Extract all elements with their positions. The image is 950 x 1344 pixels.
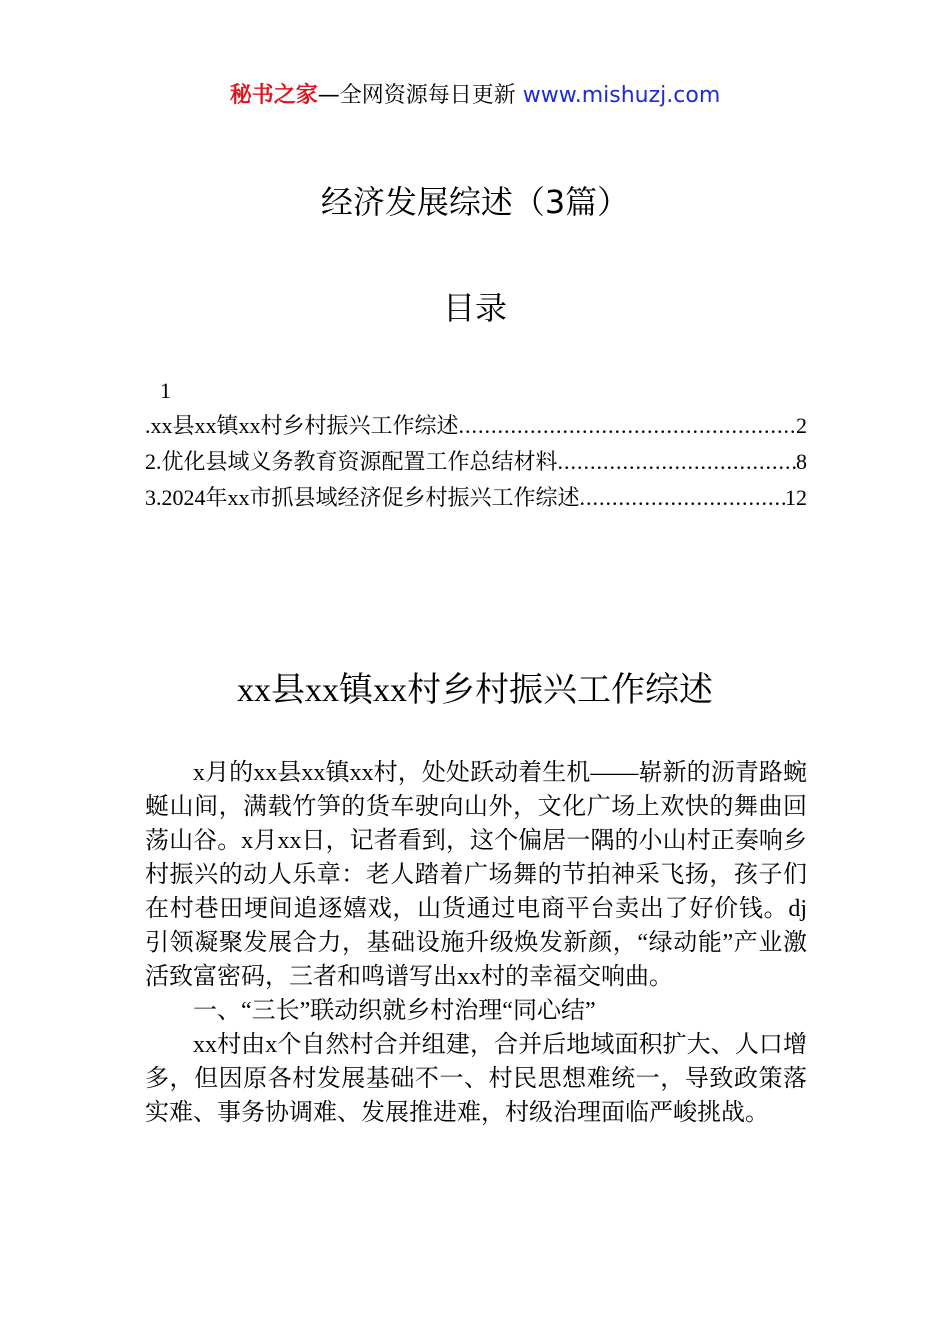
toc-entry-3[interactable] (145, 480, 807, 516)
toc-dot-leader (459, 408, 796, 444)
toc-entry-1[interactable] (145, 408, 807, 444)
site-header (0, 80, 950, 112)
toc-dot-leader (558, 444, 796, 480)
toc-entry-page: 12 (785, 485, 807, 510)
site-brand: 秘书之家 (229, 83, 318, 108)
section-title: xx县xx镇xx村乡村振兴工作综述 (237, 672, 713, 709)
toc-entry-title: 3.2024年xx市抓县域经济促乡村振兴工作综述 (145, 485, 580, 510)
table-of-contents (145, 408, 807, 516)
site-url-link[interactable]: www.mishuzj.com (522, 83, 721, 108)
body-paragraph: x月的xx县xx镇xx村，处处跃动着生机——崭新的沥青路蜿蜒山间，满载竹笋的货车驶向山外，文化广场上欢快的舞曲回荡山谷。x月xx日，记者看到，这个偏居一隅的小山村正奏响乡村振兴的动人乐章：老人踏着广场舞的节拍神采飞扬，孩子们在村巷田埂间追逐嬉戏，山货通过电商平台卖出了好价钱。dj引领凝聚发展合力，基础设施升级焕发新颜，“绿动能”产业激活致富密码，三者和鸣谱写出xx村的幸福交响曲。 (145, 760, 807, 990)
toc-entry-title: .xx县xx镇xx村乡村振兴工作综述 (145, 413, 459, 438)
body-paragraph: xx村由x个自然村合并组建，合并后地域面积扩大、人口增多，但因原各村发展基础不一、村民思想难统一，导致政策落实难、事务协调难、发展推进难，村级治理面临严峻挑战。 (145, 1032, 807, 1126)
body-subheading: 一、“三长”联动织就乡村治理“同心结” (193, 998, 596, 1024)
toc-dot-leader (580, 480, 785, 516)
toc-entry-2[interactable] (145, 444, 807, 480)
site-tagline: —全网资源每日更新 (317, 83, 516, 108)
section-body (145, 756, 807, 1130)
toc-entry-number: 1 (160, 378, 171, 403)
toc-entry-page: 8 (796, 449, 807, 474)
toc-heading: 目录 (442, 289, 507, 327)
document-title: 经济发展综述（3篇） (320, 183, 630, 221)
toc-entry-page: 2 (796, 413, 807, 438)
toc-entry-title: 2.优化县域义务教育资源配置工作总结材料 (145, 449, 558, 474)
